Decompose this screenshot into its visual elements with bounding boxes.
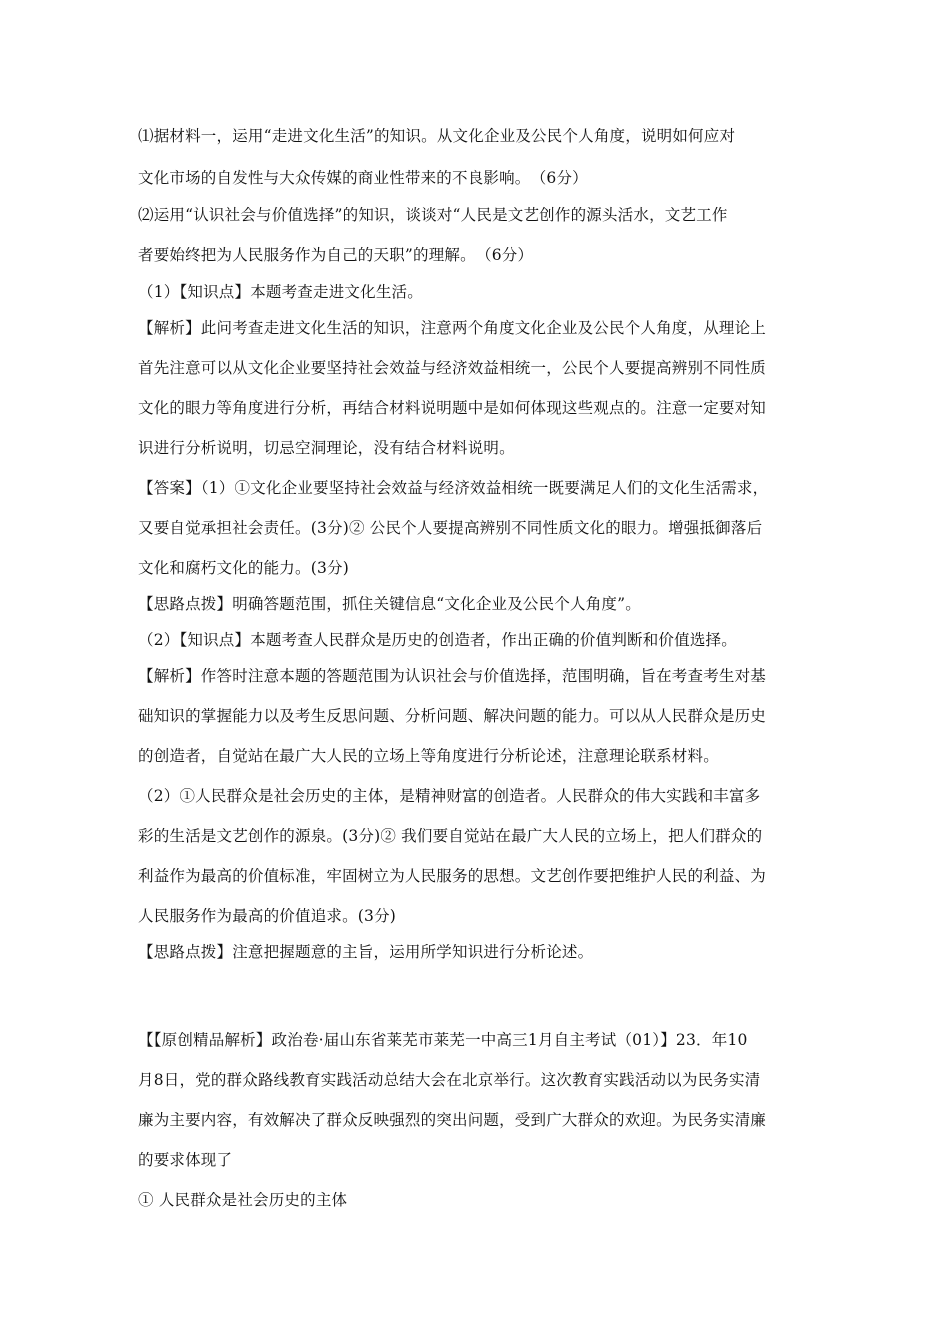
answer-1-line-2: 又要自觉承担社会责任。(3分)② 公民个人要提高辨别不同性质文化的眼力。增强抵御落后 — [138, 519, 763, 537]
analysis-2-line-3: 的创造者，自觉站在最广大人民的立场上等角度进行分析论述，注意理论联系材料。 — [138, 747, 719, 765]
question-23-line-1: 【【原创精品解析】政治卷·届山东省莱芜市莱芜一中高三1月自主考试（01）】23．年10 — [138, 1031, 748, 1049]
option-1: ① 人民群众是社会历史的主体 — [138, 1191, 348, 1209]
answer-2-line-3: 利益作为最高的价值标准，牢固树立为人民服务的思想。文艺创作要把维护人民的利益、为 — [138, 867, 767, 885]
question-23-line-2: 月8日，党的群众路线教育实践活动总结大会在北京举行。这次教育实践活动以为民务实清 — [138, 1071, 761, 1089]
question-2-line-2: 者要始终把为人民服务作为自己的天职”的理解。 （6分） — [138, 246, 534, 264]
knowledge-point-2: （2）【知识点】本题考查人民群众是历史的创造者，作出正确的价值判断和价值选择。 — [138, 631, 737, 649]
question-23-line-3: 廉为主要内容，有效解决了群众反映强烈的突出问题，受到广大群众的欢迎。为民务实清廉 — [138, 1111, 767, 1129]
analysis-1-line-4: 识进行分析说明，切忌空洞理论，没有结合材料说明。 — [138, 439, 515, 457]
answer-2-line-2: 彩的生活是文艺创作的源泉。(3分)② 我们要自觉站在最广大人民的立场上，把人们群众的 — [138, 827, 763, 845]
hint-2: 【思路点拨】注意把握题意的主旨，运用所学知识进行分析论述。 — [138, 943, 594, 961]
analysis-1-line-3: 文化的眼力等角度进行分析，再结合材料说明题中是如何体现这些观点的。注意一定要对知 — [138, 399, 767, 417]
answer-2-line-4: 人民服务作为最高的价值追求。(3分) — [138, 907, 397, 925]
question-1-line-2: 文化市场的自发性与大众传媒的商业性带来的不良影响。 （6分） — [138, 169, 588, 187]
question-2-line-1: ⑵运用“认识社会与价值选择”的知识，谈谈对“人民是文艺创作的源头活水，文艺工作 — [138, 206, 728, 224]
question-1-line-1: ⑴据材料一，运用“走进文化生活”的知识。从文化企业及公民个人角度，说明如何应对 — [138, 127, 736, 145]
analysis-2-line-1: 【解析】作答时注意本题的答题范围为认识社会与价值选择，范围明确，旨在考查考生对基 — [138, 667, 767, 685]
hint-1: 【思路点拨】明确答题范围，抓住关键信息“文化企业及公民个人角度”。 — [138, 595, 641, 613]
answer-2-line-1: （2）①人民群众是社会历史的主体，是精神财富的创造者。人民群众的伟大实践和丰富多 — [138, 787, 761, 805]
answer-1-line-1: 【答案】（1）①文化企业要坚持社会效益与经济效益相统一既要满足人们的文化生活需求， — [138, 479, 769, 497]
analysis-1-line-1: 【解析】此问考查走进文化生活的知识，注意两个角度文化企业及公民个人角度，从理论上 — [138, 319, 767, 337]
analysis-1-line-2: 首先注意可以从文化企业要坚持社会效益与经济效益相统一，公民个人要提高辨别不同性质 — [138, 359, 767, 377]
knowledge-point-1: （1）【知识点】本题考查走进文化生活。 — [138, 283, 423, 301]
answer-1-line-3: 文化和腐朽文化的能力。(3分) — [138, 559, 349, 577]
question-23-line-4: 的要求体现了 — [138, 1151, 233, 1169]
analysis-2-line-2: 础知识的掌握能力以及考生反思问题、分析问题、解决问题的能力。可以从人民群众是历史 — [138, 707, 767, 725]
